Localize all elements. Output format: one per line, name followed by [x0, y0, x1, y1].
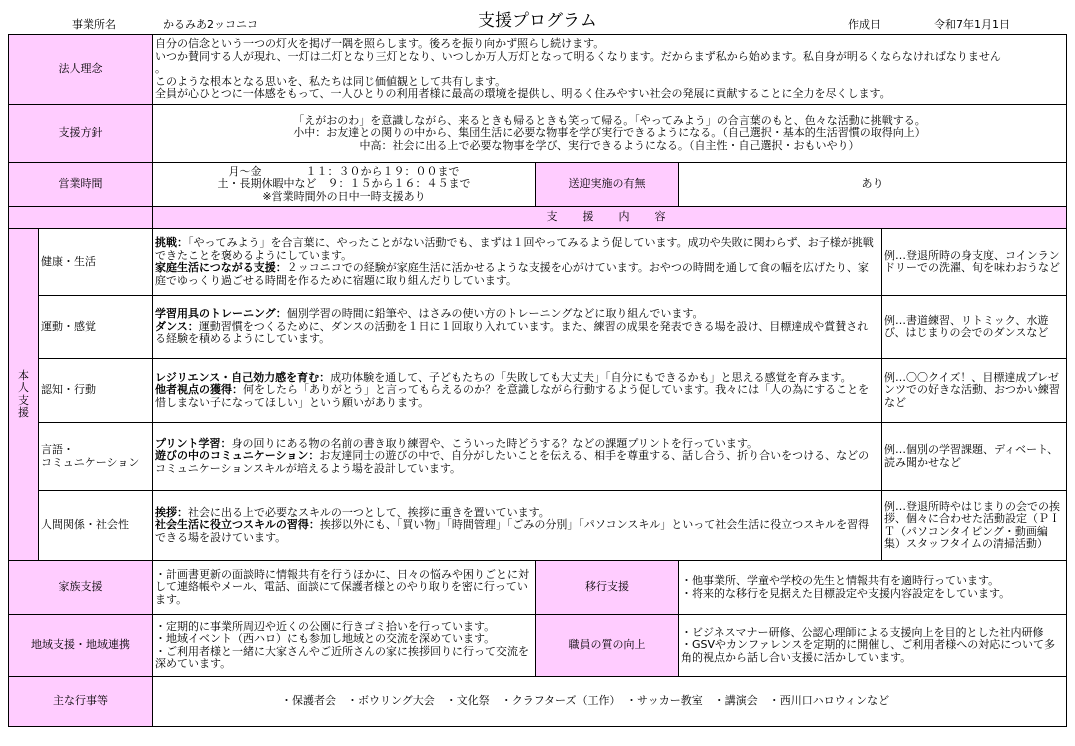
sheet-header [0, 0, 1075, 34]
category-label: 認知・行動 [39, 359, 153, 423]
policy-line: 「えがおのわ」を意識しながら、来るときも帰るときも笑って帰る。「やってみよう」の合言葉のもと、色々な活動に挑戦する。 [293, 113, 926, 127]
item-text: 挨拶以外にも、「買い物」「時間管理」「ごみの分別」「パソコンスキル」といって社会生活に役立つスキルを習得できる場を設けています。 [155, 518, 870, 544]
item-text: 社会に出る上で必要なスキルの一つとして、挨拶に重きを置いています。 [188, 505, 550, 519]
hours-row [9, 163, 1067, 207]
item-head: 他者視点の獲得： [155, 383, 243, 397]
community-staff-row [9, 615, 1067, 677]
hours-line: ※営業時間外の日中一時支援あり [262, 189, 426, 203]
created-date: 令和7年1月1日 [934, 18, 1010, 31]
transport-value: あり [679, 163, 1067, 207]
policy-line: 小中：お友達との関りの中から、集団生活に必要な物事を学び実行できるようになる。（自己選択・基本的生活習慣の取得向上） [293, 126, 926, 140]
support-content-label: 支 援 内 容 [153, 207, 1067, 229]
support-examples: 例…登退所時やはじまりの会での挨拶、個々に合わせた活動設定（ＰＩＴ（パソコンタイピング・動画編集）スタッフタイムの清掃活動） [882, 491, 1067, 561]
philosophy-row [9, 35, 1067, 105]
policy-text [153, 105, 1067, 163]
family-support-label: 家族支援 [9, 561, 153, 615]
self-support-label [9, 229, 39, 561]
self-support-char: 人 [18, 381, 29, 394]
office-label: 事業所名 [72, 18, 116, 31]
hours-text [153, 163, 536, 207]
item-head: 挨拶： [155, 505, 188, 519]
item-text: 「やってみよう」を合言葉に、やったことがない活動でも、まずは１回やってみるよう促しています。成功や失敗に関わらず、お子様が挑戦できたことを褒めるようにしています。 [155, 236, 874, 262]
philosophy-line: 全員が心ひとつに一体感をもって、一人ひとりの利用者様に最高の環境を提供し、明るく住みやすい社会の発展に貢献することに全力を尽くします。 [155, 87, 891, 101]
item-head: 学習用具のトレーニング： [155, 307, 287, 321]
self-support-char: 本 [18, 368, 29, 382]
support-content-blank [9, 207, 153, 229]
transition-support-label: 移行支援 [536, 561, 679, 615]
item-text: 個別学習の時間に鉛筆や、はさみの使い方のトレーニングなどに取り組んでいます。 [286, 307, 704, 321]
hours-line: 土・長期休暇中など ９：１５から１６：４５まで [217, 177, 471, 191]
category-label: 健康・生活 [39, 229, 153, 296]
item-head: プリント学習： [155, 436, 232, 450]
transition-support-text: ・他事業所、学童や学校の先生と情報共有を適時行っています。 ・将来的な移行を見据えた目標設定や支援内容設定をしています。 [679, 561, 1067, 615]
policy-row [9, 105, 1067, 163]
hours-label: 営業時間 [9, 163, 153, 207]
support-row-cognition [9, 359, 1067, 423]
philosophy-line: このような根本となる思いを、私たちは同じ価値観として共有します。 [155, 74, 507, 88]
item-text: お友達同士の遊びの中で、自分がしたいことを伝える、相手を尊重する、話し合う、折り合いをつける、などのコミュニケーションスキルが培えるよう場を設計しています。 [155, 449, 870, 475]
policy-line: 中高：社会に出る上で必要な物事を学び、実行できるようになる。（自主性・自己選択・おもいやり） [359, 138, 860, 152]
community-support-text: ・定期的に事業所周辺や近くの公園に行きゴミ拾いを行っています。 ・地域イベント（西ハロ）にも参加し地域との交流を深めています。 ・ご利用者様と一緒に大家さんやご近所さんの家に挨拶回りに行って交流を深めています。 [153, 615, 536, 677]
support-row-language [9, 423, 1067, 491]
staff-quality-label: 職員の質の向上 [536, 615, 679, 677]
item-head: レジリエンス・自己効力感を育む： [155, 370, 331, 384]
support-detail [153, 491, 882, 561]
support-detail [153, 423, 882, 491]
family-support-text: ・計画書更新の面談時に情報共有を行うほかに、日々の悩みや困りごとに対して連絡帳やメール、電話、面談にて保護者様とのやり取りを密に行っています。 [153, 561, 536, 615]
item-text: 運動習慣をつくるために、ダンスの活動を１日に１回取り入れています。また、練習の成果を発表できる場を設け、目標達成や賞賛される経験を積めるようにしています。 [155, 319, 869, 346]
item-head: ダンス： [155, 319, 199, 333]
support-examples: 例…書道練習、リトミック、水遊び、はじまりの会でのダンスなど [882, 296, 1067, 359]
item-head: 社会生活に役立つスキルの習得： [155, 518, 320, 532]
support-row-motor [9, 296, 1067, 359]
item-text: 成功体験を通して、子どもたちの「失敗しても大丈夫」「自分にもできるかも」と思える感覚を育みます。 [330, 370, 852, 384]
category-label: 人間関係・社会性 [39, 491, 153, 561]
support-detail [153, 296, 882, 359]
staff-quality-text: ・ビジネスマナー研修、公認心理師による支援向上を目的とした社内研修 ・GSVやカンファレンスを定期的に開催し、ご利用者様への対応について多角的視点から話し合い支援に活かしています。 [679, 615, 1067, 677]
support-examples: 例…個別の学習課題、ディベート、読み聞かせなど [882, 423, 1067, 491]
philosophy-text [153, 35, 1067, 105]
support-row-health [9, 229, 1067, 296]
policy-label: 支援方針 [9, 105, 153, 163]
support-detail [153, 359, 882, 423]
transport-label: 送迎実施の有無 [536, 163, 679, 207]
philosophy-label: 法人理念 [9, 35, 153, 105]
family-transition-row [9, 561, 1067, 615]
support-content-header-row [9, 207, 1067, 229]
item-text: ２ッコニコでの経験が家庭生活に活かせるような支援を心がけています。おやつの時間を通して食の幅を広げたり、家庭でゆっくり過ごせる時間を作るために宿題に取り組んだりしています。 [155, 261, 869, 287]
program-table [8, 34, 1067, 727]
support-examples: 例…登退所時の身支度、コインランドリーでの洗濯、旬を味わおうなど [882, 229, 1067, 296]
item-head: 挑戦： [155, 236, 188, 249]
created-label: 作成日 [848, 18, 881, 31]
support-row-social [9, 491, 1067, 561]
self-support-char: 支 [18, 393, 29, 407]
item-head: 遊びの中のコミュニケーション： [155, 449, 320, 463]
philosophy-line: 。 [155, 62, 166, 76]
office-name: かるみあ2ッコニコ [163, 18, 258, 31]
philosophy-line: いつか賛同する人が現れ、一灯は二灯となり三灯となり、いつしか万人万灯となって明るくなります。だからまず私から始めます。私自身が明るくならなければなりません [155, 49, 1001, 63]
support-detail [153, 229, 882, 296]
events-text: ・保護者会 ・ボウリング大会 ・文化祭 ・クラフターズ（工作） ・サッカー教室 ・講演会 ・西川口ハロウィンなど [153, 677, 1067, 727]
item-head: 家庭生活につながる支援： [155, 261, 287, 274]
self-support-char: 援 [18, 406, 29, 419]
category-label: 運動・感覚 [39, 296, 153, 359]
hours-line: 月～金 １１：３０から１９：００まで [228, 164, 460, 178]
item-text: 身の回りにある物の名前の書き取り練習や、こういった時どうする？などの課題プリントを行っています。 [231, 436, 759, 450]
category-label: 言語・ コミュニケーション [39, 423, 153, 491]
events-label: 主な行事等 [9, 677, 153, 727]
page-title: 支援プログラム [478, 11, 597, 31]
events-row [9, 677, 1067, 727]
item-text: 何をしたら「ありがとう」と言ってもらえるのか？を意識しながら行動するよう促しています。我々には「人の為にすることを惜しまない子になってほしい」という願いがあります。 [155, 383, 870, 409]
community-support-label: 地域支援・地域連携 [9, 615, 153, 677]
philosophy-line: 自分の信念という一つの灯火を掲げ一隅を照らします。後ろを振り向かず照らし続けます。 [155, 37, 605, 51]
support-examples: 例…〇〇クイズ！、目標達成プレゼンツでの好きな活動、おつかい練習など [882, 359, 1067, 423]
